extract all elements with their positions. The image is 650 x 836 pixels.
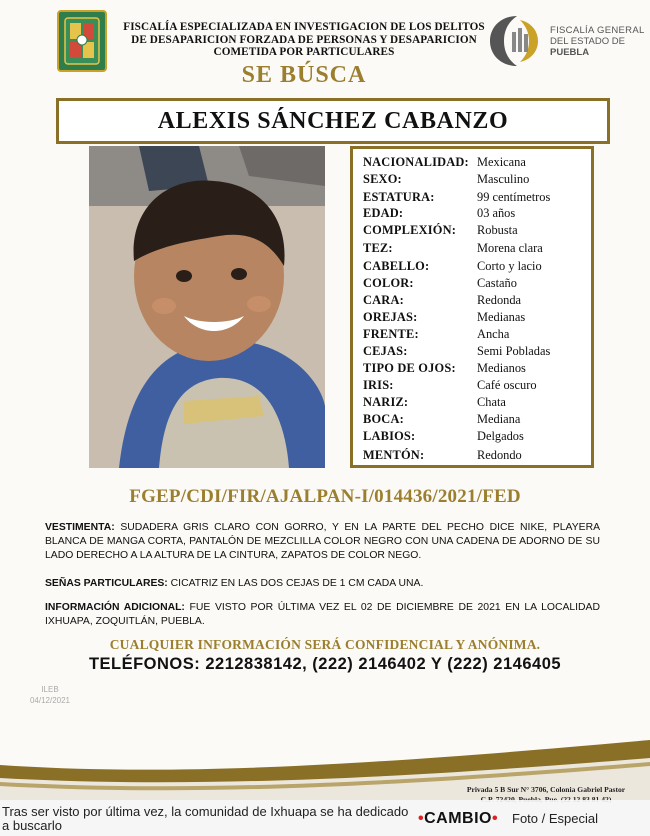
description-label: EDAD: [363, 206, 404, 220]
clothing-text: SUDADERA GRIS CLARO CON GORRO, Y EN LA PARTE DEL PECHO DICE NIKE, PLAYERA BLANCA DE MANGA CORTA, PANTALÓN DE MEZCLILLA COLOR NEGRO CON UNA CADENA DE ADORNO DE SU LADO DERECHO A LA ALTURA DE LA CINTURA, ZAPATOS DE COLOR NEGO. [45, 522, 601, 561]
brand-name: CAMBIO [424, 810, 492, 827]
description-value: Mediana [477, 412, 521, 426]
description-value: Masculino [477, 172, 530, 186]
description-row [363, 155, 526, 172]
description-value: Ancha [477, 327, 510, 341]
description-row [363, 276, 517, 293]
description-row [363, 378, 537, 395]
description-value: 03 años [477, 206, 516, 220]
marks-paragraph [45, 577, 600, 591]
missing-person-name-box [56, 98, 610, 144]
clothing-paragraph [45, 521, 600, 563]
description-label: TEZ: [363, 241, 393, 255]
clothing-label: VESTIMENTA: [45, 522, 115, 533]
description-row [363, 327, 509, 344]
physical-description-panel [350, 146, 594, 468]
missing-person-photo [89, 146, 325, 468]
description-value: Redonda [477, 293, 522, 307]
description-row [363, 241, 543, 258]
description-label: CEJAS: [363, 344, 408, 358]
description-label: COLOR: [363, 276, 414, 290]
agency-line: PUEBLA [550, 47, 590, 58]
description-value: Castaño [477, 276, 517, 290]
description-label: LABIOS: [363, 429, 416, 443]
case-folio-number: FGEP/CDI/FIR/AJALPAN-I/014436/2021/FED [129, 486, 521, 507]
description-value: 99 centímetros [477, 190, 551, 204]
additional-info-paragraph [45, 601, 600, 629]
description-value: Robusta [477, 223, 518, 237]
description-label: NARIZ: [363, 395, 409, 409]
confidential-notice: CUALQUIER INFORMACIÓN SERÁ CONFIDENCIAL Y ANÓNIMA. [109, 637, 541, 652]
missing-person-name: ALEXIS SÁNCHEZ CABANZO [157, 107, 509, 134]
agency-line: DEL ESTADO DE [550, 36, 625, 47]
description-row [363, 293, 521, 310]
contact-phones: TELÉFONOS: 2212838142, (222) 2146402 Y (222) 2146405 [88, 655, 562, 673]
description-row [363, 429, 524, 446]
brand-dot-icon: • [418, 810, 425, 827]
brand-dot-icon: • [492, 810, 499, 827]
description-label: NACIONALIDAD: [363, 155, 469, 169]
stamp-code: ILEB [41, 685, 59, 694]
additional-info-text: FUE VISTO POR ÚLTIMA VEZ EL 02 DE DICIEMBRE DE 2021 EN LA LOCALIDAD IXHUAPA, ZOQUITLÁN, PUEBLA. [45, 602, 600, 627]
description-value: Medianas [477, 310, 526, 324]
puebla-state-seal-icon [57, 10, 107, 72]
header-line: FISCALÍA ESPECIALIZADA EN INVESTIGACION DE LOS DELITOS [123, 21, 485, 33]
photo-caption: Tras ser visto por última vez, la comunidad de Ixhuapa se ha dedicado a buscarlo [2, 804, 409, 833]
header-line: DE DESAPARICION FORZADA DE PERSONAS Y DESAPARICION [131, 33, 477, 46]
description-value: Delgados [477, 429, 524, 443]
header-line: COMETIDA POR PARTICULARES [213, 46, 395, 58]
marks-text: CICATRIZ EN LAS DOS CEJAS DE 1 CM CADA UNA. [170, 578, 424, 589]
additional-info-label: INFORMACIÓN ADICIONAL: [45, 602, 185, 613]
description-value: Café oscuro [477, 378, 537, 392]
description-row [363, 344, 550, 361]
description-row [363, 361, 526, 378]
description-value: Corto y lacio [477, 259, 542, 273]
description-row [363, 223, 518, 240]
poster-title: SE BÚSCA [241, 62, 367, 88]
description-value: Semi Pobladas [477, 344, 551, 358]
description-row [363, 310, 525, 327]
description-label: COMPLEXIÓN: [363, 223, 457, 237]
description-row [363, 259, 542, 276]
stamp-date: 04/12/2021 [29, 696, 71, 705]
description-label: SEXO: [363, 172, 402, 186]
description-value: Medianos [477, 361, 526, 375]
marks-label: SEÑAS PARTICULARES: [45, 578, 168, 589]
description-value: Morena clara [477, 241, 543, 255]
description-label: IRIS: [363, 378, 394, 392]
description-row [363, 190, 550, 207]
fiscalia-emblem-icon [486, 12, 548, 70]
description-label: ESTATURA: [363, 190, 435, 204]
description-label: CABELLO: [363, 259, 430, 273]
description-label: OREJAS: [363, 310, 418, 324]
description-value: Chata [477, 395, 506, 409]
description-label: FRENTE: [363, 327, 419, 341]
cambio-logo [418, 810, 498, 828]
description-row [363, 412, 520, 429]
photo-credit: Foto / Especial [512, 811, 598, 826]
description-label: CARA: [363, 293, 404, 307]
photo-caption-bar [0, 800, 650, 836]
description-value: Mexicana [477, 155, 526, 169]
description-value: Redondo [477, 448, 522, 462]
description-row [363, 448, 522, 465]
fiscalia-logo [486, 10, 646, 72]
address-line: Privada 5 B Sur N° 3706, Colonia Gabriel Pastor [466, 785, 626, 794]
agency-line: FISCALÍA GENERAL [550, 25, 645, 36]
description-row [363, 395, 506, 412]
description-row [363, 172, 529, 189]
header-agency-text [112, 21, 496, 59]
description-row [363, 206, 515, 223]
description-label: BOCA: [363, 412, 404, 426]
description-label: TIPO DE OJOS: [363, 361, 456, 375]
issue-stamp [22, 684, 78, 706]
description-label: MENTÓN: [363, 448, 425, 462]
